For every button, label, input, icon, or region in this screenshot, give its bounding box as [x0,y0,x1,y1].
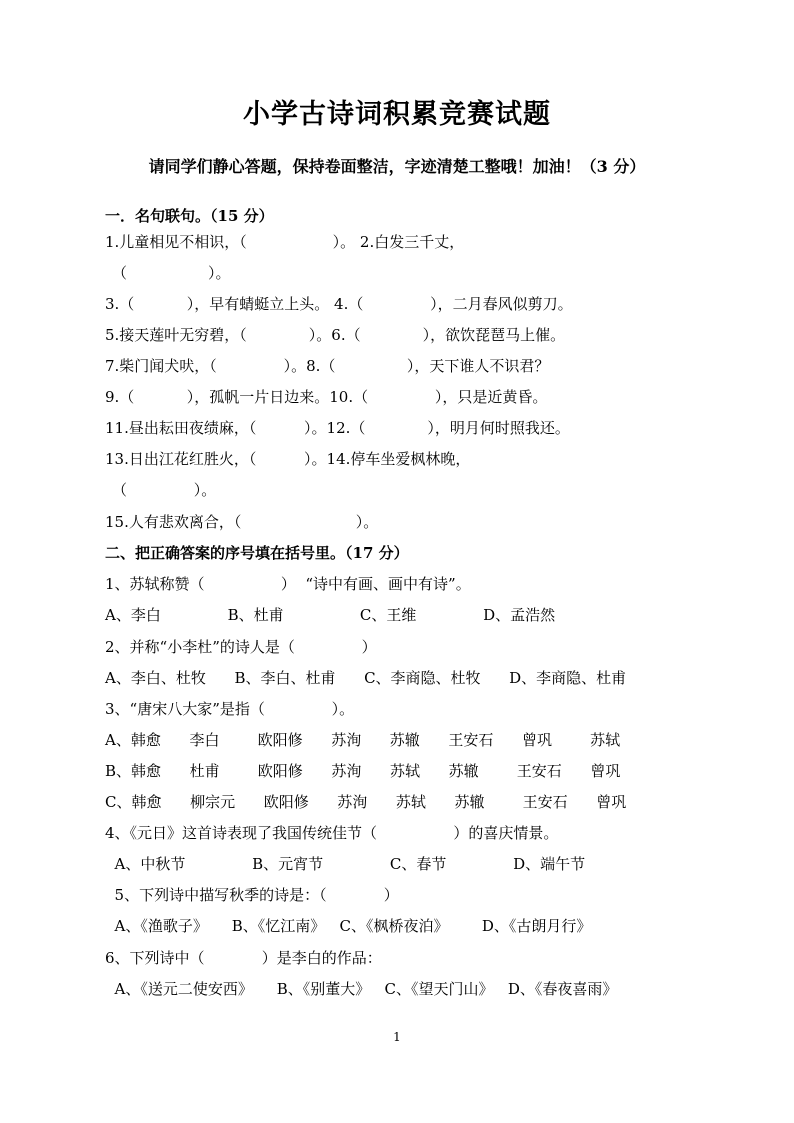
section-heading-1: 一．名句联句。（15 分） [105,207,274,225]
question-line: 13.日出江花红胜火，（ ）。14.停车坐爱枫林晚， [105,450,471,468]
question-line: 7.柴门闻犬吠，（ ）。8.（ ），天下谁人不识君？ [105,357,550,375]
question-line: 2、并称“小李杜”的诗人是（ ） [105,638,377,656]
question-line: 1、苏轼称赞（ ） “诗中有画、画中有诗”。 [105,575,471,593]
instructions: 请同学们静心答题，保持卷面整洁，字迹清楚工整哦！加油！（3 分） [148,157,646,176]
question-line: （ ）。 [112,481,217,499]
question-line: 15.人有悲欢离合，（ ）。 [105,513,379,531]
question-line: 3、“唐宋八大家”是指（ ）。 [105,700,355,718]
section-heading-2: 二、把正确答案的序号填在括号里。（17 分） [105,544,409,562]
option-line: A、李白、杜牧 B、李白、杜甫 C、李商隐、杜牧 D、李商隐、杜甫 [105,669,627,687]
question-line: 3.（ ），早有蜻蜓立上头。 4.（ ），二月春风似剪刀。 [105,295,573,313]
option-line: A、《渔歌子》 B、《忆江南》 C、《枫桥夜泊》 D、《古朗月行》 [105,917,592,935]
question-line: 5.接天莲叶无穷碧，（ ）。6.（ ），欲饮琵琶马上催。 [105,326,566,344]
question-line: 9.（ ），孤帆一片日边来。10.（ ），只是近黄昏。 [105,388,548,406]
option-line: A、韩愈 李白 欧阳修 苏洵 苏辙 王安石 曾巩 苏轼 [105,731,621,749]
page-title: 小学古诗词积累竞赛试题 [243,99,551,130]
question-line: 1.儿童相见不相识，（ ）。 2.白发三千丈， [105,233,465,251]
option-line: A、李白 B、杜甫 C、王维 D、孟浩然 [105,606,556,624]
question-line: 4、《元日》这首诗表现了我国传统佳节（ ）的喜庆情景。 [105,824,559,842]
page-number: 1 [393,1030,401,1044]
option-line: C、韩愈 柳宗元 欧阳修 苏洵 苏轼 苏辙 王安石 曾巩 [105,793,627,811]
option-line: A、《送元二使安西》 B、《别董大》 C、《望天门山》 D、《春夜喜雨》 [105,980,618,998]
question-line: 11.昼出耘田夜绩麻，（ ）。12.（ ），明月何时照我还。 [105,419,570,437]
question-line: 6、下列诗中（ ）是李白的作品： [105,949,382,967]
option-line: B、韩愈 杜甫 欧阳修 苏洵 苏轼 苏辙 王安石 曾巩 [105,762,621,780]
option-line: A、中秋节 B、元宵节 C、春节 D、端午节 [105,855,586,873]
question-line: 5、下列诗中描写秋季的诗是：（ ） [105,886,399,904]
question-line: （ ）。 [112,264,231,282]
